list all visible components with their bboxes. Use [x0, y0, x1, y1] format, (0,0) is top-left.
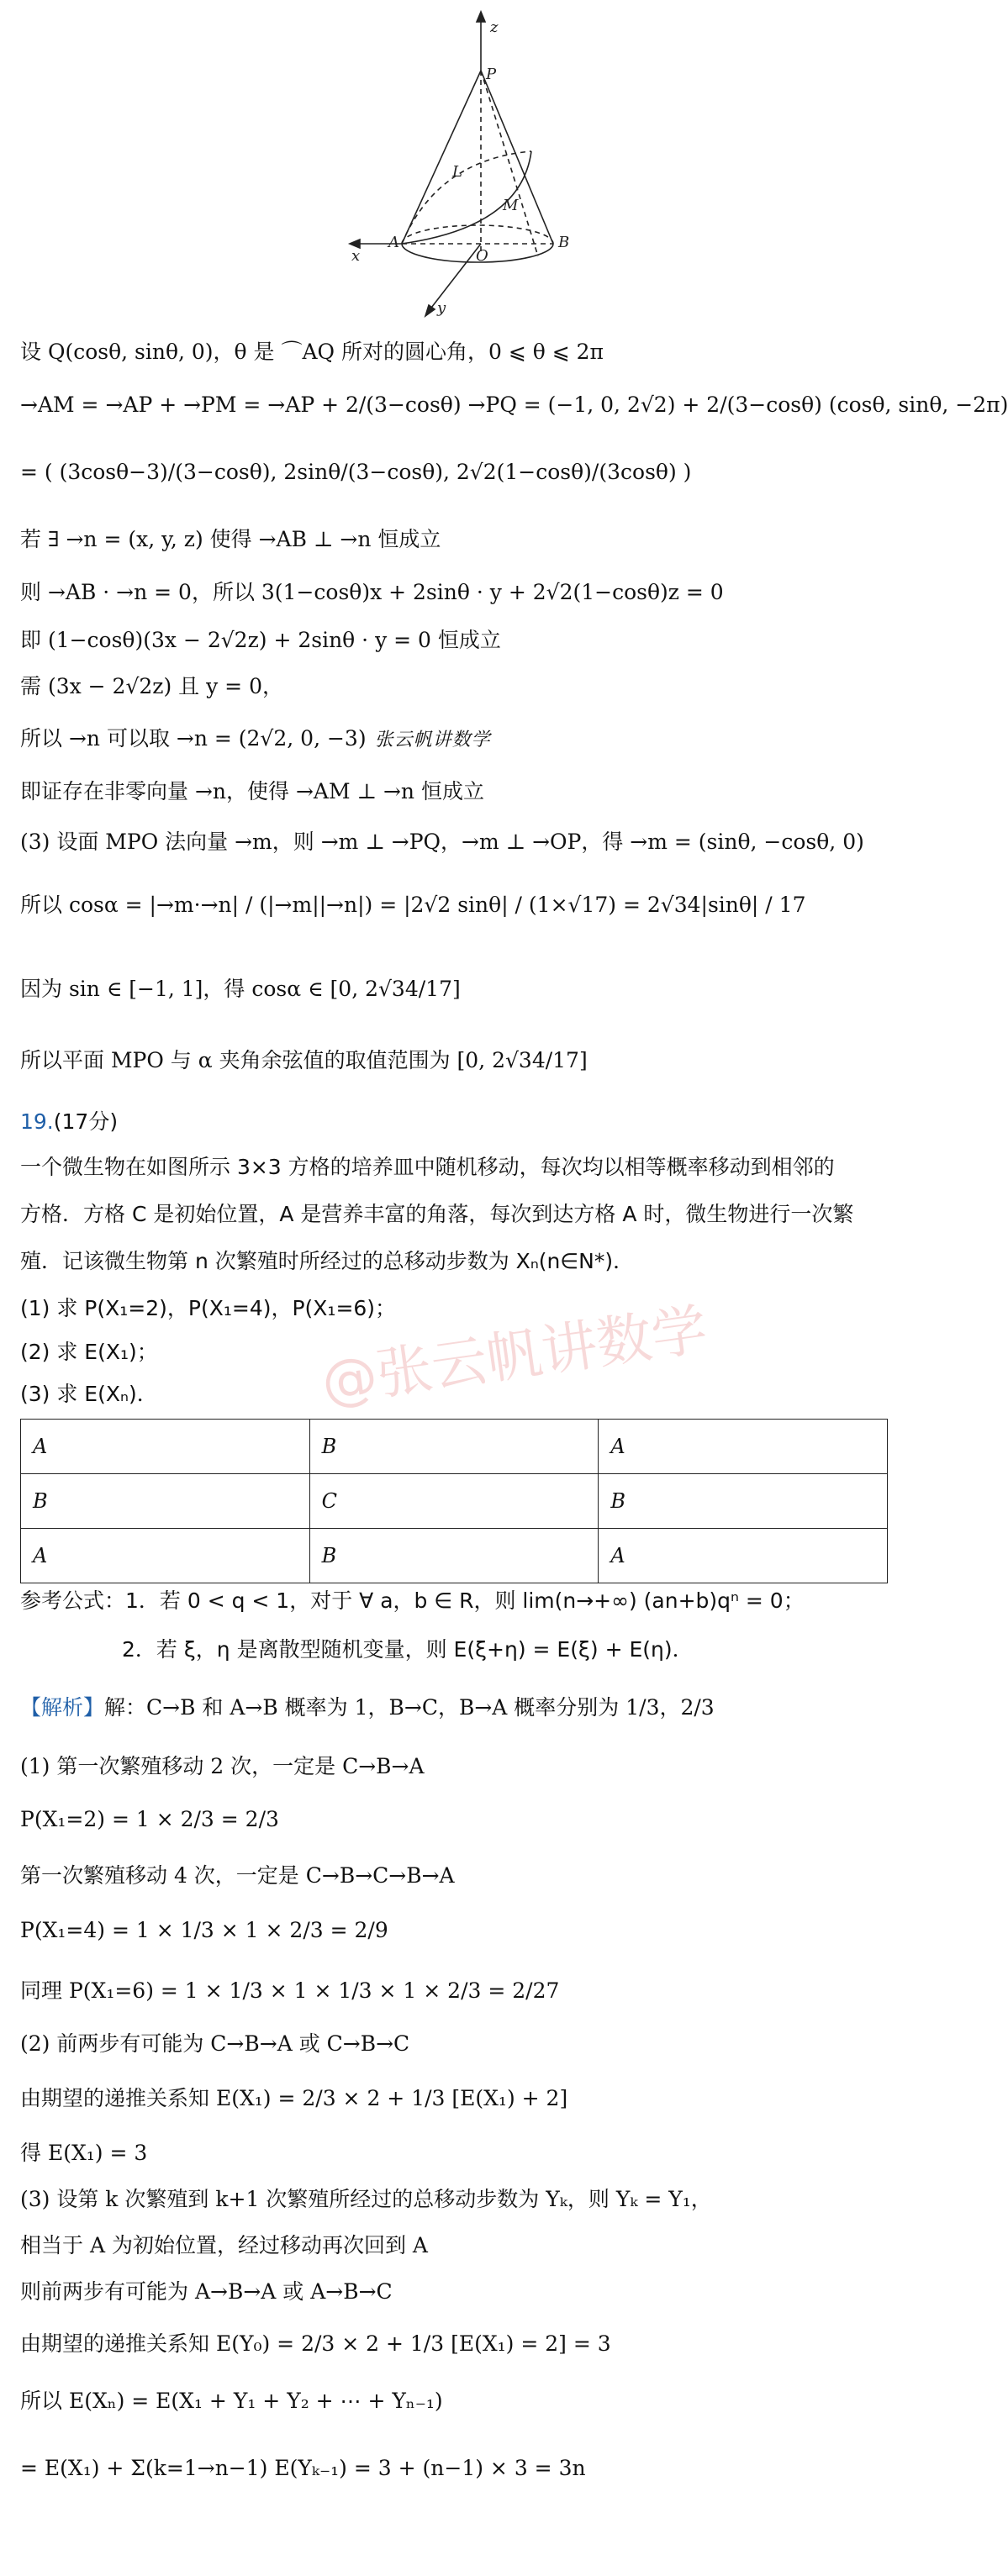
y-arrow [425, 305, 435, 316]
problem-part: (3) 求 E(Xₙ)． [20, 1382, 158, 1406]
solution-line: = E(X₁) + Σ(k=1→n−1) E(Yₖ₋₁) = 3 + (n−1) × 3 = 3n [20, 2456, 586, 2480]
solution-line: 即 (1−cosθ)(3x − 2√2z) + 2sinθ · y = 0 恒成立 [20, 628, 501, 652]
problem-stem: 一个微生物在如图所示 3×3 方格的培养皿中随机移动，每次均以相等概率移动到相邻的 [20, 1155, 835, 1179]
grid-cell: A [599, 1529, 888, 1583]
z-arrow [477, 12, 485, 22]
label-B: B [558, 234, 570, 251]
grid-cell: B [21, 1474, 310, 1529]
label-A: A [388, 234, 399, 251]
solution-line: (1) 第一次繁殖移动 2 次，一定是 C→B→A [20, 1754, 425, 1778]
problem-stem: 方格．方格 C 是初始位置，A 是营养丰富的角落，每次到达方格 A 时，微生物进行一次繁 [20, 1202, 854, 1226]
solution-line: 由期望的递推关系知 E(X₁) = 2/3 × 2 + 1/3 [E(X₁) + 2] [20, 2086, 568, 2110]
solution-line: 第一次繁殖移动 4 次，一定是 C→B→C→B→A [20, 1863, 455, 1888]
solution-line: P(X₁=2) = 1 × 2/3 = 2/3 [20, 1807, 279, 1831]
label-x: x [351, 247, 361, 265]
solution-line: 所以 cosα = |→m·→n| / (|→m||→n|) = |2√2 sinθ| / (1×√17) = 2√34|sinθ| / 17 [20, 893, 806, 917]
analysis-tag: 【解析】 [20, 1695, 105, 1720]
solution-line: 需 (3x − 2√2z) 且 y = 0， [20, 674, 283, 698]
solution-line: 所以平面 MPO 与 α 夹角余弦值的取值范围为 [0, 2√34/17] [20, 1048, 588, 1072]
cone-edge-left [402, 71, 481, 244]
solution-line [20, 724, 888, 755]
petri-grid [20, 1419, 888, 1583]
problem-points: (17分) [53, 1109, 119, 1134]
label-z: z [490, 18, 499, 36]
solution-line: = ( (3cosθ−3)/(3−cosθ), 2sinθ/(3−cosθ), 2√2(1−cosθ)/(3cosθ) ) [20, 460, 692, 484]
cone-edge-right [481, 71, 553, 244]
label-y: y [437, 299, 446, 317]
problem-stem: 殖．记该微生物第 n 次繁殖时所经过的总移动步数为 Xₙ(n∈N*)． [20, 1249, 635, 1273]
solution-line: 设 Q(cosθ, sinθ, 0)，θ 是 ⌒AQ 所对的圆心角，0 ⩽ θ ⩽ 2π [20, 340, 604, 364]
problem-header [20, 1108, 888, 1136]
solution-line: (2) 前两步有可能为 C→B→A 或 C→B→C [20, 2031, 410, 2056]
solution-intro [20, 1694, 888, 1722]
grid-cell: C [309, 1474, 599, 1529]
solution-line: P(X₁=4) = 1 × 1/3 × 1 × 2/3 = 2/9 [20, 1918, 388, 1942]
grid-cell: B [599, 1474, 888, 1529]
cone-figure [0, 0, 908, 324]
grid-cell: A [21, 1529, 310, 1583]
solution-line: (3) 设面 MPO 法向量 →m，则 →m ⊥ →PQ，→m ⊥ →OP，得 →m = (sinθ, −cosθ, 0) [20, 830, 864, 854]
grid-cell: B [309, 1529, 599, 1583]
label-P: P [486, 66, 497, 83]
grid-row [21, 1529, 888, 1583]
grid-cell: B [309, 1420, 599, 1474]
solution-text: 所以 →n 可以取 →n = (2√2, 0, −3) [20, 726, 367, 751]
solution-line: 若 ∃ →n = (x, y, z) 使得 →AB ⊥ →n 恒成立 [20, 527, 441, 551]
solution-line: (3) 设第 k 次繁殖到 k+1 次繁殖所经过的总移动步数为 Yₖ，则 Yₖ = Y₁， [20, 2187, 712, 2211]
problem-part: (2) 求 E(X₁)； [20, 1340, 158, 1364]
grid-cell: A [21, 1420, 310, 1474]
grid-cell: A [599, 1420, 888, 1474]
grid-row [21, 1420, 888, 1474]
solution-line: 由期望的递推关系知 E(Y₀) = 2/3 × 2 + 1/3 [E(X₁) = 2] = 3 [20, 2331, 611, 2356]
label-O: O [476, 247, 488, 265]
solution-line: 即证存在非零向量 →n，使得 →AM ⊥ →n 恒成立 [20, 779, 484, 803]
reference-formula-1: 参考公式：1．若 0 < q < 1，对于 ∀ a，b ∈ R，则 lim(n→+∞) (an+b)qⁿ = 0； [20, 1588, 805, 1613]
label-L: L [452, 163, 462, 181]
solution-line: 则前两步有可能为 A→B→A 或 A→B→C [20, 2279, 393, 2304]
solution-text: 解：C→B 和 A→B 概率为 1，B→C，B→A 概率分别为 1/3，2/3 [104, 1695, 715, 1720]
watermark: @张云帆讲数学 [317, 1297, 711, 1415]
solution-line: 得 E(X₁) = 3 [20, 2141, 148, 2165]
grid-row [21, 1474, 888, 1529]
solution-line: 所以 E(Xₙ) = E(X₁ + Y₁ + Y₂ + ⋯ + Yₙ₋₁) [20, 2389, 443, 2413]
base-back [402, 225, 553, 244]
handwritten-signature: 张云帆讲数学 [374, 730, 491, 751]
reference-formula-2: 2．若 ξ，η 是离散型随机变量，则 E(ξ+η) = E(ξ) + E(η)． [122, 1637, 694, 1662]
problem-number: 19. [20, 1109, 54, 1134]
solution-line: 相当于 A 为初始位置，经过移动再次回到 A [20, 2233, 428, 2257]
solution-line: →AM = →AP + →PM = →AP + 2/(3−cosθ) →PQ = (−1, 0, 2√2) + 2/(3−cosθ) (cosθ, sinθ, −2π) [20, 392, 1008, 417]
solution-line: 则 →AB · →n = 0，所以 3(1−cosθ)x + 2sinθ · y + 2√2(1−cosθ)z = 0 [20, 580, 724, 604]
solution-line: 因为 sin ∈ [−1, 1]，得 cosα ∈ [0, 2√34/17] [20, 977, 461, 1001]
label-M: M [503, 197, 519, 214]
solution-line: 同理 P(X₁=6) = 1 × 1/3 × 1 × 1/3 × 1 × 2/3 = 2/27 [20, 1978, 560, 2003]
problem-part: (1) 求 P(X₁=2)，P(X₁=4)，P(X₁=6)； [20, 1296, 397, 1320]
